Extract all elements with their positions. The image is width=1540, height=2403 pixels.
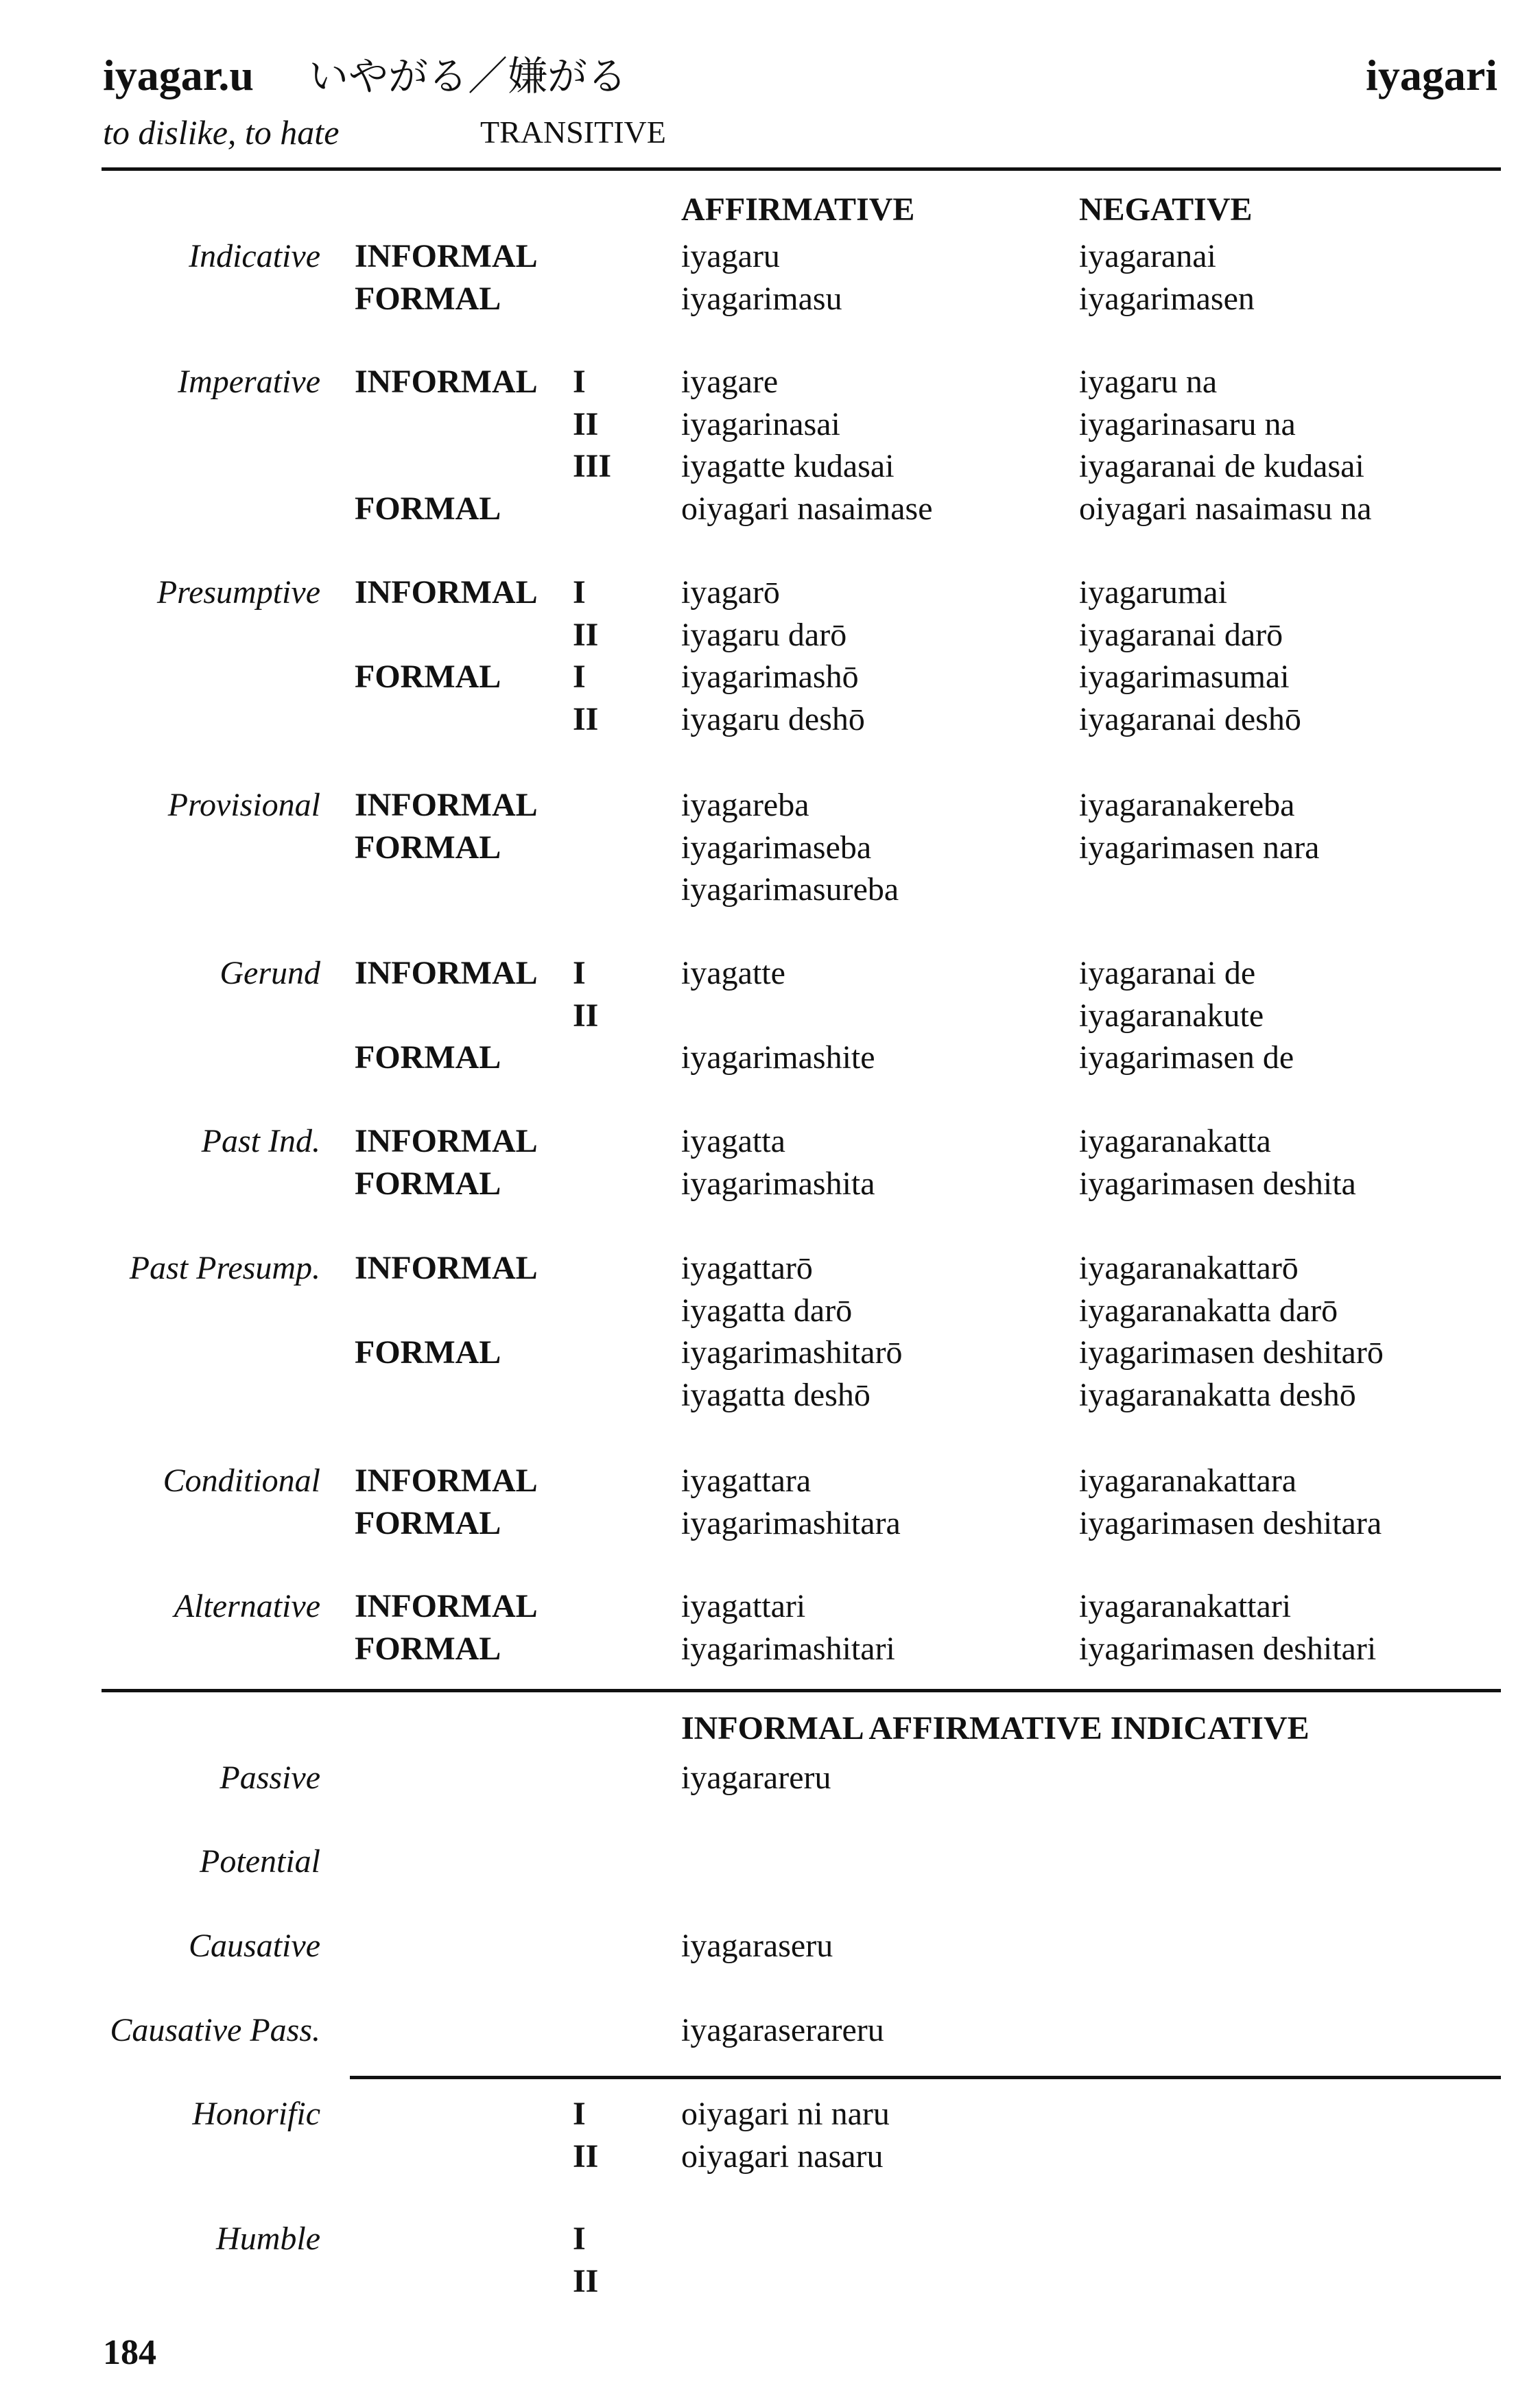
affirmative-form: iyagarinasai <box>681 405 840 442</box>
derived-form: iyagaraserareru <box>681 2012 884 2048</box>
mood-label: Provisional <box>167 787 320 823</box>
formality-label: INFORMAL <box>355 238 538 274</box>
affirmative-form: iyagattari <box>681 1588 806 1624</box>
negative-form: iyagarimasen <box>1079 280 1255 317</box>
negative-form: iyagaranakute <box>1079 997 1264 1034</box>
mood-label: Past Presump. <box>129 1250 320 1286</box>
formality-label: INFORMAL <box>355 787 538 823</box>
honorific-form: oiyagari ni naru <box>681 2096 890 2132</box>
formality-label: FORMAL <box>355 1039 501 1076</box>
formality-label: INFORMAL <box>355 364 538 400</box>
verb-headword: iyagar.u <box>103 51 254 99</box>
verb-kana: いやがる／嫌がる <box>309 53 628 99</box>
form-number: II <box>573 405 599 442</box>
form-number: II <box>573 2138 599 2175</box>
mood-label: Imperative <box>178 364 320 400</box>
negative-form: iyagaranakattari <box>1079 1588 1292 1624</box>
affirmative-form: iyagarimashita <box>681 1165 875 1202</box>
negative-form: iyagaru na <box>1079 364 1218 400</box>
formality-label: INFORMAL <box>355 1250 538 1286</box>
affirmative-column-header: AFFIRMATIVE <box>681 191 915 228</box>
formality-label: FORMAL <box>355 280 501 317</box>
formality-label: FORMAL <box>355 829 501 866</box>
formality-label: FORMAL <box>355 1165 501 1202</box>
verb-stem: iyagari <box>1366 51 1497 99</box>
affirmative-form: oiyagari nasaimase <box>681 490 933 527</box>
form-number: I <box>573 364 586 400</box>
affirmative-form: iyagaru deshō <box>681 700 865 737</box>
affirmative-form: iyagarimasureba <box>681 871 899 908</box>
affirmative-form: iyagarimasu <box>681 280 842 317</box>
mood-label: Presumptive <box>156 574 320 611</box>
form-number: II <box>573 616 599 653</box>
negative-form: iyagarimasen de <box>1079 1039 1294 1076</box>
formality-label: INFORMAL <box>355 1463 538 1499</box>
formality-label: FORMAL <box>355 1334 501 1371</box>
honorific-label: Honorific <box>192 2096 320 2132</box>
form-number: II <box>573 700 599 737</box>
verb-meaning: to dislike, to hate <box>103 113 340 152</box>
formality-label: INFORMAL <box>355 574 538 611</box>
mood-label: Indicative <box>189 238 320 274</box>
affirmative-form: iyagattara <box>681 1463 812 1499</box>
form-number: III <box>573 448 612 484</box>
negative-form: iyagaranai <box>1079 238 1216 274</box>
affirmative-form: iyagarimashitara <box>681 1504 901 1541</box>
affirmative-form: iyagarimashite <box>681 1039 875 1076</box>
negative-form: iyagaranakereba <box>1079 787 1295 823</box>
negative-form: oiyagari nasaimasu na <box>1079 490 1372 527</box>
form-number: I <box>573 659 586 695</box>
affirmative-form: iyagarimaseba <box>681 829 872 866</box>
mood-label: Past Ind. <box>201 1123 320 1159</box>
affirmative-form: iyagarimashitari <box>681 1630 895 1667</box>
affirmative-form: iyagarimashō <box>681 659 859 695</box>
honorific-label: Humble <box>216 2221 320 2257</box>
negative-form: iyagarinasaru na <box>1079 405 1296 442</box>
derived-forms-heading: INFORMAL AFFIRMATIVE INDICATIVE <box>681 1710 1310 1747</box>
mood-label: Alternative <box>174 1588 320 1624</box>
derived-form-label: Potential <box>200 1843 320 1880</box>
form-number: I <box>573 574 586 611</box>
affirmative-form: iyagaru darō <box>681 616 847 653</box>
affirmative-form: iyagatte kudasai <box>681 448 895 484</box>
negative-form: iyagaranakatta darō <box>1079 1292 1338 1329</box>
honorific-form: oiyagari nasaru <box>681 2138 884 2175</box>
formality-label: FORMAL <box>355 490 501 527</box>
form-number: I <box>573 2221 586 2257</box>
page-number: 184 <box>103 2333 156 2372</box>
formality-label: INFORMAL <box>355 1588 538 1624</box>
derived-form-label: Causative <box>189 1928 320 1964</box>
verb-type: TRANSITIVE <box>480 115 666 150</box>
negative-form: iyagarimasen deshitari <box>1079 1630 1377 1667</box>
formality-label: FORMAL <box>355 659 501 695</box>
affirmative-form: iyagatta darō <box>681 1292 853 1329</box>
negative-form: iyagarimasumai <box>1079 659 1290 695</box>
formality-label: FORMAL <box>355 1504 501 1541</box>
affirmative-form: iyagarimashitarō <box>681 1334 903 1371</box>
derived-form: iyagaraseru <box>681 1928 833 1964</box>
form-number: II <box>573 997 599 1034</box>
negative-form: iyagarimasen deshitara <box>1079 1504 1382 1541</box>
negative-form: iyagaranai de <box>1079 955 1256 991</box>
affirmative-form: iyagare <box>681 364 779 400</box>
derived-form-label: Causative Pass. <box>110 2012 320 2048</box>
negative-form: iyagarimasen deshita <box>1079 1165 1356 1202</box>
negative-form: iyagarimasen deshitarō <box>1079 1334 1384 1371</box>
affirmative-form: iyagattarō <box>681 1250 813 1286</box>
formality-label: INFORMAL <box>355 955 538 991</box>
negative-form: iyagaranakatta <box>1079 1123 1271 1159</box>
affirmative-form: iyagarō <box>681 574 780 611</box>
derived-form: iyagarareru <box>681 1760 831 1796</box>
honorific-rule <box>350 2076 1501 2079</box>
form-number: II <box>573 2262 599 2299</box>
affirmative-form: iyagatta <box>681 1123 785 1159</box>
formality-label: INFORMAL <box>355 1123 538 1159</box>
middle-rule <box>102 1689 1501 1692</box>
negative-form: iyagarimasen nara <box>1079 829 1320 866</box>
form-number: I <box>573 955 586 991</box>
top-rule <box>102 167 1501 171</box>
negative-form: iyagaranai deshō <box>1079 700 1301 737</box>
derived-form-label: Passive <box>220 1760 320 1796</box>
affirmative-form: iyagareba <box>681 787 809 823</box>
negative-form: iyagaranakattarō <box>1079 1250 1299 1286</box>
negative-form: iyagaranai darō <box>1079 616 1283 653</box>
affirmative-form: iyagatte <box>681 955 785 991</box>
negative-form: iyagaranakattara <box>1079 1463 1297 1499</box>
negative-form: iyagaranai de kudasai <box>1079 448 1364 484</box>
formality-label: FORMAL <box>355 1630 501 1667</box>
negative-column-header: NEGATIVE <box>1079 191 1253 228</box>
affirmative-form: iyagaru <box>681 238 780 274</box>
affirmative-form: iyagatta deshō <box>681 1376 870 1413</box>
mood-label: Gerund <box>220 955 320 991</box>
negative-form: iyagarumai <box>1079 574 1227 611</box>
negative-form: iyagaranakatta deshō <box>1079 1376 1356 1413</box>
mood-label: Conditional <box>163 1463 320 1499</box>
form-number: I <box>573 2096 586 2132</box>
